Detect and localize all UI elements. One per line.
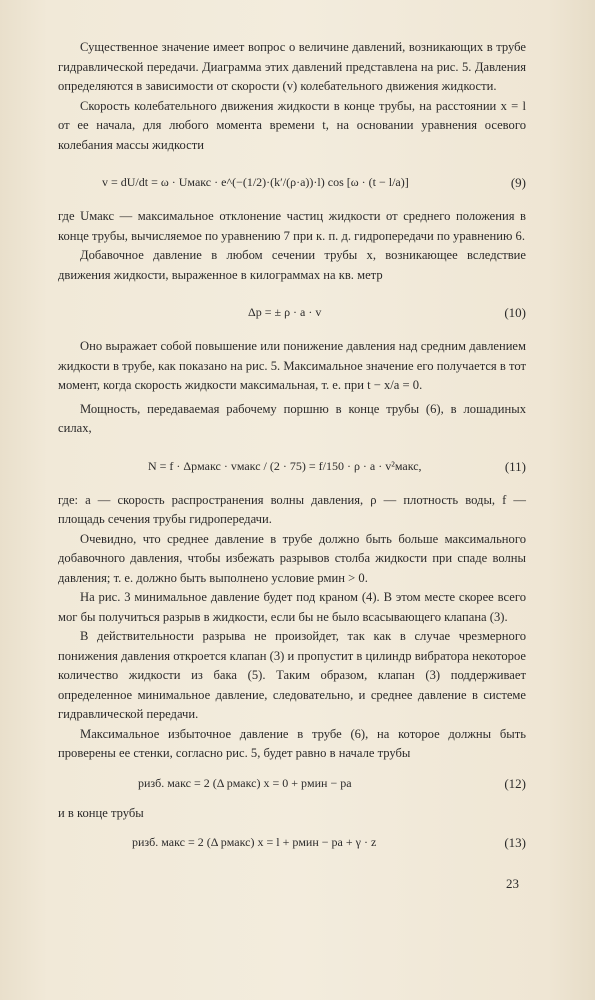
paragraph-12: и в конце трубы: [58, 805, 144, 820]
formula-12: [58, 768, 526, 800]
paragraph-8: Очевидно, что среднее давление в трубе должно быть больше максимального добавочного давления, чтобы избежать разрывов столба жидкости при спаде волны давления; т. е. должно быть выполнено условие pмин > 0.: [58, 531, 526, 585]
paragraph-3: где Uмакс — максимальное отклонение частиц жидкости от среднего положения в конце трубы, вычисляемое по уравнению 7 при к. п. д. гидропередачи по уравнению 6.: [58, 209, 526, 243]
formula-9: [58, 159, 526, 203]
paragraph-9: На рис. 3 минимальное давление будет под краном (4). В этом месте скорее всего мог бы получиться разрыв в жидкости, если бы не было всасывающего клапана (3).: [58, 590, 526, 624]
formula-12-number: (12): [504, 775, 526, 791]
page-content: [58, 38, 526, 863]
paragraph-1: Существенное значение имеет вопрос о величине давлений, возникающих в трубе гидравлической передачи. Диаграмма этих давлений представлена на рис. 5. Давления определяются в зависимости от скорости (v) колебательного движения жидкости.: [58, 40, 526, 93]
formula-13-number: (13): [504, 835, 526, 850]
page-number: 23: [506, 876, 519, 891]
paragraph-2: Скорость колебательного движения жидкости в конце трубы, на расстоянии x = l от ее начала, для любого момента времени t, на основании уравнения осевого колебания массы жидкости: [58, 98, 526, 152]
formula-9-expression: v = dU/dt = ω · Uмакс · e^(−(1/2)·(k′/(ρ·a))·l) cos [ω · (t − l/a)]: [102, 175, 409, 189]
paragraph-5: Оно выражает собой повышение или понижение давления над средним давлением жидкости в трубе, как показано на рис. 5. Максимальное значение его получается в тот момент, когда скорость жидкости максимальная, т. е. при t − x/a = 0.: [58, 339, 526, 392]
formula-10: [58, 289, 526, 333]
formula-10-expression: Δp = ± ρ · a · v: [248, 305, 322, 319]
formula-10-number: (10): [504, 305, 526, 320]
paragraph-7: где: a — скорость распространения волны давления, ρ — плотность воды, f — площадь сечения трубы гидропередачи.: [58, 492, 526, 526]
formula-9-number: (9): [510, 175, 526, 190]
paragraph-11: Максимальное избыточное давление в трубе (6), на которое должны быть проверены ее стенки, согласно рис. 5, будет равно в начале трубы: [58, 726, 526, 760]
formula-11-expression: N = f · Δpмакс · vмакс / (2 · 75) = f/150 · ρ · a · v²макс,: [148, 458, 422, 473]
paragraph-4: Добавочное давление в любом сечении трубы x, возникающее вследствие движения жидкости, выраженное в килограммах на кв. метр: [58, 248, 526, 282]
paragraph-10: В действительности разрыва не произойдет, так как в случае чрезмерного понижения давления откроется клапан (3) и пропустит в цилиндр вибратора некоторое количество жидкости из бака (5). Таким образом, клапан (3) поддерживает определенное минимальное давление, следовательно, и среднее давление в системе гидравлической передачи.: [58, 629, 526, 721]
formula-13-expression: pизб. макс = 2 (Δ pмакс) x = l + pмин − pa + γ · z: [132, 835, 377, 849]
formula-12-expression: pизб. макс = 2 (Δ pмакс) x = 0 + pмин − pa: [138, 775, 352, 790]
formula-13: [58, 827, 526, 859]
paragraph-6: Мощность, передаваемая рабочему поршню в конце трубы (6), в лошадиных силах,: [58, 401, 526, 435]
formula-11: [58, 443, 526, 487]
formula-11-number: (11): [504, 458, 526, 474]
